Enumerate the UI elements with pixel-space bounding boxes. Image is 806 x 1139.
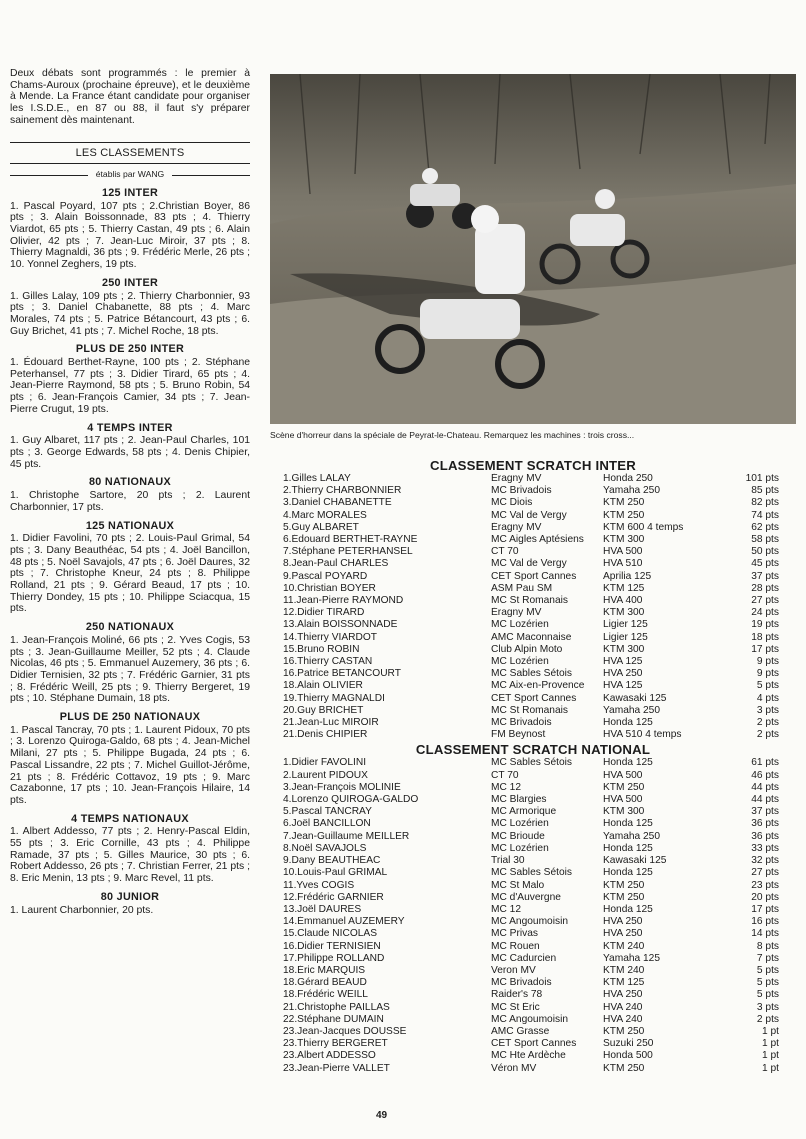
points: 1 pt bbox=[762, 1050, 779, 1062]
points: 4 pts bbox=[756, 692, 779, 704]
table-row bbox=[283, 843, 783, 855]
machine: HVA 250 bbox=[603, 928, 643, 940]
section-results: 1. Gilles Lalay, 109 pts ; 2. Thierry Charbonnier, 93 pts ; 3. Daniel Chabanette, 88 pts ; 4. Marc Morales, 74 pts ; 5. Patrice Bétancourt, 43 pts ; 6. Guy Brichet, 41 pts ; 7. Michel Roche, 18 pts. bbox=[10, 290, 250, 337]
table-row bbox=[283, 619, 783, 631]
rider-name: 7.Jean-Guillaume MEILLER bbox=[283, 830, 410, 842]
club-name: MC Sables Sétois bbox=[491, 867, 572, 879]
club-name: MC d'Auvergne bbox=[491, 891, 561, 903]
rider-name: 15.Claude NICOLAS bbox=[283, 928, 378, 940]
club-name: Éragny MV bbox=[491, 521, 542, 533]
table-row bbox=[283, 558, 783, 570]
club-name: CET Sport Cannes bbox=[491, 570, 577, 582]
points: 37 pts bbox=[751, 570, 779, 582]
points: 5 pts bbox=[756, 977, 779, 989]
classement-section bbox=[10, 892, 250, 916]
machine: HVA 250 bbox=[603, 989, 643, 1001]
points: 9 pts bbox=[756, 668, 779, 680]
table-row bbox=[283, 485, 783, 497]
rider-name: 22.Stéphane DUMAIN bbox=[283, 1013, 384, 1025]
club-name: MC 12 bbox=[491, 781, 522, 793]
rider-name: 23.Thierry BERGERET bbox=[283, 1038, 388, 1050]
section-results: 1. Didier Favolini, 70 pts ; 2. Louis-Paul Grimal, 54 pts ; 3. Dany Beauthéac, 54 pts ; 4. Joël Bancillon, 48 pts ; 5. Noël Savajols, 47 pts ; 6. Joël Daures, 32 pts ; 7. Christophe Kneur, 24 pts ; 8. Philippe Rolland, 21 pts ; 9. Gérard Beaud, 17 pts ; 10. Thierry Dondey, 15 pts ; 10. Philippe Sciacqua, 15 pts. bbox=[10, 533, 250, 615]
rider-name: 21.Denis CHIPIER bbox=[283, 729, 368, 741]
machine: KTM 250 bbox=[603, 1025, 645, 1037]
section-title: 4 TEMPS INTER bbox=[87, 421, 173, 434]
section-title: PLUS DE 250 INTER bbox=[75, 343, 185, 356]
classement-section bbox=[10, 344, 250, 415]
classements-title: LES CLASSEMENTS bbox=[75, 146, 185, 159]
table-row bbox=[283, 928, 783, 940]
classement-section bbox=[10, 477, 250, 513]
table-row bbox=[283, 546, 783, 558]
rider-name: 11.Yves COGIS bbox=[283, 879, 355, 891]
rider-name: 23.Albert ADDESSO bbox=[283, 1050, 376, 1062]
table-row bbox=[283, 916, 783, 928]
section-results: 1. Pascal Tancray, 70 pts ; 1. Laurent Pidoux, 70 pts ; 3. Lorenzo Quiroga-Galdo, 68 pts ; 4. Jean-Michel Milani, 27 pts ; 5. Philippe Bugada, 24 pts ; 6. Pascal Lissandre, 22 pts ; 7. Michel Guillot-Jérôme, 21 pts ; 8. Frédéric Cottavoz, 19 pts ; 9. Marc Cazabonne, 17 pts ; 10. Jean-François Hilaire, 14 pts. bbox=[10, 724, 250, 806]
points: 32 pts bbox=[751, 855, 779, 867]
rider-name: 13.Alain BOISSONNADE bbox=[283, 619, 398, 631]
page-number: 49 bbox=[376, 1110, 388, 1121]
section-title: PLUS DE 250 NATIONAUX bbox=[59, 711, 201, 724]
club-name: Véron MV bbox=[491, 1062, 537, 1074]
table-row bbox=[283, 941, 783, 953]
points: 82 pts bbox=[751, 497, 779, 509]
left-column bbox=[10, 68, 250, 916]
points: 5 pts bbox=[756, 680, 779, 692]
club-name: CT 70 bbox=[491, 769, 519, 781]
club-name: FM Beynost bbox=[491, 729, 546, 741]
points: 44 pts bbox=[751, 794, 779, 806]
scratch-tables bbox=[283, 459, 783, 1075]
club-name: MC 12 bbox=[491, 903, 522, 915]
rider-name: 7.Stéphane PETERHANSEL bbox=[283, 546, 413, 558]
points: 3 pts bbox=[756, 704, 779, 716]
rider-name: 6.Édouard BERTHET-RAYNE bbox=[283, 534, 418, 546]
rider-name: 17.Philippe ROLLAND bbox=[283, 952, 385, 964]
points: 37 pts bbox=[751, 806, 779, 818]
table-row bbox=[283, 794, 783, 806]
points: 33 pts bbox=[751, 842, 779, 854]
machine: Ligier 125 bbox=[603, 619, 648, 631]
rider-name: 3.Jean-François MOLINIÉ bbox=[283, 781, 401, 793]
race-photo bbox=[270, 74, 796, 424]
table-row bbox=[283, 880, 783, 892]
rider-name: 4.Lorenzo QUIROGA-GALDO bbox=[283, 794, 419, 806]
rider-name: 13.Joël DAURES bbox=[283, 903, 362, 915]
points: 23 pts bbox=[751, 879, 779, 891]
machine: KTM 250 bbox=[603, 879, 645, 891]
classement-section bbox=[10, 712, 250, 807]
table-row bbox=[283, 1050, 783, 1062]
rider-name: 21.Jean-Luc MIROIR bbox=[283, 717, 379, 729]
table-row bbox=[283, 904, 783, 916]
rider-name: 11.Jean-Pierre RAYMOND bbox=[283, 595, 404, 607]
rider-name: 2.Thierry CHARBONNIER bbox=[283, 485, 402, 497]
classement-section bbox=[10, 423, 250, 471]
machine: KTM 250 bbox=[603, 509, 645, 521]
scratch-national-title: CLASSEMENT SCRATCH NATIONAL bbox=[415, 742, 651, 758]
club-name: Veron MV bbox=[491, 964, 536, 976]
table-row bbox=[283, 680, 783, 692]
section-results: 1. Albert Addesso, 77 pts ; 2. Henry-Pascal Eldin, 55 pts ; 3. Eric Cornille, 43 pts ; 4. Philippe Ramade, 37 pts ; 5. Gilles Maurice, 30 pts ; 6. Robert Addesso, 26 pts ; 7. Christian Ferrer, 21 pts ; 8. Eric Menin, 13 pts ; 9. Marc Revel, 11 pts. bbox=[10, 826, 250, 885]
machine: KTM 250 bbox=[603, 891, 645, 903]
photo-caption: Scène d'horreur dans la spéciale de Peyrat-le-Chateau. Remarquez les machines : trois cross... bbox=[270, 430, 635, 440]
table-row bbox=[283, 757, 783, 769]
table-row bbox=[283, 770, 783, 782]
points: 45 pts bbox=[751, 558, 779, 570]
points: 9 pts bbox=[756, 656, 779, 668]
rider-name: 18.Éric MARQUIS bbox=[283, 964, 366, 976]
club-name: Éragny MV bbox=[491, 473, 542, 484]
points: 2 pts bbox=[756, 729, 779, 741]
rider-name: 14.Émmanuel AUZEMERY bbox=[283, 916, 405, 928]
machine: HVA 510 4 temps bbox=[603, 729, 682, 741]
club-name: MC St Romanais bbox=[491, 595, 568, 607]
machine: Honda 500 bbox=[603, 1050, 653, 1062]
points: 5 pts bbox=[756, 989, 779, 1001]
club-name: MC Lozérien bbox=[491, 818, 549, 830]
table-row bbox=[283, 989, 783, 1001]
rider-name: 16.Thierry CASTAN bbox=[283, 656, 373, 668]
table-row bbox=[283, 1026, 783, 1038]
club-name: MC Aix-en-Provence bbox=[491, 680, 585, 692]
club-name: Raider's 78 bbox=[491, 989, 543, 1001]
points: 2 pts bbox=[756, 717, 779, 729]
intro-paragraph: Deux débats sont programmés : le premier à Chams-Auroux (prochaine épreuve), et le deuxième à Mende. La France étant candidate pour organiser les I.S.D.E., en 87 ou 88, il faut s'y préparer sainement dès maintenant. bbox=[10, 68, 250, 126]
points: 16 pts bbox=[751, 916, 779, 928]
machine: Honda 125 bbox=[603, 818, 653, 830]
table-row bbox=[283, 632, 783, 644]
scratch-inter-table bbox=[283, 473, 783, 741]
section-title: 125 NATIONAUX bbox=[85, 519, 175, 532]
points: 50 pts bbox=[751, 546, 779, 558]
rider-name: 23.Jean-Pierre VALLET bbox=[283, 1062, 390, 1074]
rider-name: 12.Didier TIRARD bbox=[283, 607, 365, 619]
section-title: 250 INTER bbox=[101, 276, 159, 289]
points: 19 pts bbox=[751, 619, 779, 631]
points: 17 pts bbox=[751, 643, 779, 655]
table-row bbox=[283, 510, 783, 522]
machine: Kawasaki 125 bbox=[603, 855, 667, 867]
points: 3 pts bbox=[756, 1001, 779, 1013]
club-name: MC Hte Ardèche bbox=[491, 1050, 566, 1062]
table-row bbox=[283, 729, 783, 741]
rider-name: 5.Guy ALBARET bbox=[283, 521, 359, 533]
rider-name: 20.Guy BRICHET bbox=[283, 704, 364, 716]
points: 8 pts bbox=[756, 940, 779, 952]
club-name: MC Lozérien bbox=[491, 619, 549, 631]
club-name: MC Armorique bbox=[491, 806, 557, 818]
club-name: MC Lozérien bbox=[491, 842, 549, 854]
rider-name: 6.Joël BANCILLON bbox=[283, 818, 371, 830]
machine: Yamaha 125 bbox=[603, 952, 661, 964]
rider-name: 16.Patrice BETANCOURT bbox=[283, 668, 401, 680]
machine: Kawasaki 125 bbox=[603, 692, 667, 704]
table-row bbox=[283, 534, 783, 546]
points: 20 pts bbox=[751, 891, 779, 903]
machine: HVA 500 bbox=[603, 794, 643, 806]
points: 36 pts bbox=[751, 818, 779, 830]
rider-name: 9.Pascal POYARD bbox=[283, 570, 368, 582]
table-row bbox=[283, 855, 783, 867]
club-name: MC Angoumoisin bbox=[491, 916, 569, 928]
machine: Yamaha 250 bbox=[603, 485, 661, 497]
table-row bbox=[283, 522, 783, 534]
machine: KTM 300 bbox=[603, 607, 645, 619]
table-row bbox=[283, 473, 783, 485]
machine: Honda 125 bbox=[603, 717, 653, 729]
table-row bbox=[283, 497, 783, 509]
machine: KTM 125 bbox=[603, 582, 645, 594]
points: 5 pts bbox=[756, 964, 779, 976]
section-results: 1. Pascal Poyard, 107 pts ; 2.Christian Boyer, 86 pts ; 3. Alain Boissonnade, 83 pts ; 4. Thierry Viardot, 65 pts ; 5. Thierry Castan, 49 pts ; 6. Alain Olivier, 42 pts ; 7. Jean-Luc Miroir, 37 pts ; 8. Thierry Magnaldi, 36 pts ; 9. Frédéric Merle, 26 pts ; 10. Yonnel Zeghers, 19 pts. bbox=[10, 200, 250, 271]
scratch-national-table bbox=[283, 757, 783, 1074]
club-name: MC Angoumoisin bbox=[491, 1013, 569, 1025]
points: 58 pts bbox=[751, 534, 779, 546]
section-title: 250 NATIONAUX bbox=[85, 621, 175, 634]
club-name: MC Brioude bbox=[491, 830, 545, 842]
rider-name: 8.Jean-Paul CHARLES bbox=[283, 558, 389, 570]
machine: HVA 500 bbox=[603, 769, 643, 781]
table-row bbox=[283, 782, 783, 794]
table-row bbox=[283, 1002, 783, 1014]
classement-section bbox=[10, 521, 250, 616]
machine: KTM 125 bbox=[603, 977, 645, 989]
section-results: 1. Christophe Sartore, 20 pts ; 2. Laurent Charbonnier, 17 pts. bbox=[10, 490, 250, 513]
section-title: 80 NATIONAUX bbox=[89, 476, 171, 489]
points: 7 pts bbox=[756, 952, 779, 964]
points: 27 pts bbox=[751, 595, 779, 607]
points: 85 pts bbox=[751, 485, 779, 497]
table-row bbox=[283, 806, 783, 818]
club-name: MC St Éric bbox=[491, 1001, 540, 1013]
points: 44 pts bbox=[751, 781, 779, 793]
club-name: ASM Pau SM bbox=[491, 582, 553, 594]
club-name: MC St Malo bbox=[491, 879, 545, 891]
club-name: MC Diois bbox=[491, 497, 533, 509]
machine: KTM 300 bbox=[603, 643, 645, 655]
section-results: 1. Guy Albaret, 117 pts ; 2. Jean-Paul Charles, 101 pts ; 3. George Edwards, 58 pts ; 4. Denis Chipier, 45 pts. bbox=[10, 435, 250, 470]
machine: HVA 250 bbox=[603, 668, 643, 680]
table-row bbox=[283, 867, 783, 879]
club-name: CT 70 bbox=[491, 546, 519, 558]
club-name: Club Alpin Moto bbox=[491, 643, 563, 655]
rider-name: 4.Marc MORALES bbox=[283, 509, 367, 521]
club-name: MC Blargies bbox=[491, 794, 547, 806]
table-row bbox=[283, 1038, 783, 1050]
table-row bbox=[283, 892, 783, 904]
club-name: MC Cadurcien bbox=[491, 952, 557, 964]
club-name: Éragny MV bbox=[491, 607, 542, 619]
section-results: 1. Jean-François Moliné, 66 pts ; 2. Yves Cogis, 53 pts ; 3. Jean-Guillaume Meiller, 52 pts ; 4. Claude Nicolas, 46 pts ; 5. Emmanuel Auzemery, 36 pts ; 6. Didier Ternisien, 32 pts ; 7. Frédéric Garnier, 31 pts ; 8. Frédéric Weill, 25 pts ; 9. Thierry Bergeret, 19 pts ; 10. Stéphane Dumain, 18 pts. bbox=[10, 634, 250, 705]
table-row bbox=[283, 583, 783, 595]
club-name: MC Val de Vergy bbox=[491, 558, 567, 570]
machine: HVA 240 bbox=[603, 1013, 643, 1025]
machine: KTM 250 bbox=[603, 497, 645, 509]
club-name: MC Brivadois bbox=[491, 977, 552, 989]
machine: KTM 240 bbox=[603, 940, 645, 952]
club-name: MC Sables Sétois bbox=[491, 757, 572, 769]
machine: KTM 240 bbox=[603, 964, 645, 976]
club-name: MC Brivadois bbox=[491, 717, 552, 729]
machine: Honda 125 bbox=[603, 903, 653, 915]
machine: Honda 125 bbox=[603, 842, 653, 854]
points: 2 pts bbox=[756, 1013, 779, 1025]
classements-sections bbox=[10, 188, 250, 916]
machine: KTM 300 bbox=[603, 534, 645, 546]
rider-name: 21.Christophe PAILLAS bbox=[283, 1001, 390, 1013]
club-name: CET Sport Cannes bbox=[491, 1038, 577, 1050]
rider-name: 1.Gilles LALAY bbox=[283, 473, 351, 484]
rider-name: 16.Didier TERNISIEN bbox=[283, 940, 381, 952]
club-name: MC Lozérien bbox=[491, 656, 549, 668]
machine: KTM 600 4 temps bbox=[603, 521, 684, 533]
club-name: MC Privas bbox=[491, 928, 538, 940]
rider-name: 2.Laurent PIDOUX bbox=[283, 769, 368, 781]
rider-name: 18.Alain OLIVIER bbox=[283, 680, 363, 692]
rider-name: 19.Thierry MAGNALDI bbox=[283, 692, 385, 704]
points: 61 pts bbox=[751, 757, 779, 769]
table-row bbox=[283, 607, 783, 619]
points: 27 pts bbox=[751, 867, 779, 879]
points: 1 pt bbox=[762, 1038, 779, 1050]
club-name: MC Aigles Aptésiens bbox=[491, 534, 584, 546]
rider-name: 3.Daniel CHABANETTE bbox=[283, 497, 392, 509]
points: 28 pts bbox=[751, 582, 779, 594]
section-results: 1. Édouard Berthet-Rayne, 100 pts ; 2. Stéphane Peterhansel, 77 pts ; 3. Didier Tirard, 65 pts ; 4. Jean-Pierre Raymond, 58 pts ; 5. Bruno Robin, 54 pts ; 6. Jean-François Camier, 34 pts ; 7. Jean-Pierre Crugut, 19 pts. bbox=[10, 357, 250, 415]
machine: HVA 125 bbox=[603, 680, 643, 692]
classements-subtitle: établis par WANG bbox=[10, 169, 250, 181]
points: 62 pts bbox=[751, 521, 779, 533]
table-row bbox=[283, 965, 783, 977]
machine: HVA 250 bbox=[603, 916, 643, 928]
points: 14 pts bbox=[751, 928, 779, 940]
points: 46 pts bbox=[751, 769, 779, 781]
machine: HVA 500 bbox=[603, 546, 643, 558]
rider-name: 10.Louis-Paul GRIMAL bbox=[283, 867, 388, 879]
scratch-inter-title: CLASSEMENT SCRATCH INTER bbox=[429, 458, 637, 473]
table-row bbox=[283, 1063, 783, 1075]
points: 101 pts bbox=[745, 473, 779, 484]
rider-name: 9.Dany BEAUTHÉAC bbox=[283, 855, 381, 867]
machine: KTM 250 bbox=[603, 781, 645, 793]
machine: HVA 400 bbox=[603, 595, 643, 607]
classement-section bbox=[10, 188, 250, 271]
machine: KTM 250 bbox=[603, 1062, 645, 1074]
machine: Suzuki 250 bbox=[603, 1038, 654, 1050]
points: 17 pts bbox=[751, 903, 779, 915]
table-row bbox=[283, 595, 783, 607]
points: 36 pts bbox=[751, 830, 779, 842]
machine: KTM 300 bbox=[603, 806, 645, 818]
points: 74 pts bbox=[751, 509, 779, 521]
section-results: 1. Laurent Charbonnier, 20 pts. bbox=[10, 904, 154, 916]
machine: HVA 510 bbox=[603, 558, 643, 570]
club-name: MC Rouen bbox=[491, 940, 540, 952]
club-name: CET Sport Cannes bbox=[491, 692, 577, 704]
machine: Yamaha 250 bbox=[603, 704, 661, 716]
rider-name: 10.Christian BOYER bbox=[283, 582, 376, 594]
table-row bbox=[283, 656, 783, 668]
machine: Honda 125 bbox=[603, 757, 653, 769]
section-title: 125 INTER bbox=[101, 186, 159, 199]
machine: HVA 240 bbox=[603, 1001, 643, 1013]
club-name: MC Brivadois bbox=[491, 485, 552, 497]
table-row bbox=[283, 693, 783, 705]
rider-name: 15.Bruno ROBIN bbox=[283, 643, 360, 655]
rider-name: 14.Thierry VIARDOT bbox=[283, 631, 377, 643]
machine: Ligier 125 bbox=[603, 631, 648, 643]
motocross-photo-illustration bbox=[270, 74, 796, 424]
rider-name: 12.Frédéric GARNIER bbox=[283, 891, 384, 903]
table-row bbox=[283, 1014, 783, 1026]
table-row bbox=[283, 717, 783, 729]
rider-name: 8.Noël SAVAJOLS bbox=[283, 842, 367, 854]
rider-name: 1.Didier FAVOLINI bbox=[283, 757, 367, 769]
table-row bbox=[283, 705, 783, 717]
classements-header bbox=[10, 137, 250, 169]
table-row bbox=[283, 953, 783, 965]
table-row bbox=[283, 831, 783, 843]
club-name: Trial 30 bbox=[491, 855, 525, 867]
machine: Honda 250 bbox=[603, 473, 653, 484]
machine: HVA 125 bbox=[603, 656, 643, 668]
section-title: 80 JUNIOR bbox=[100, 890, 160, 903]
machine: Yamaha 250 bbox=[603, 830, 661, 842]
club-name: AMC Maconnaise bbox=[491, 631, 572, 643]
table-row bbox=[283, 644, 783, 656]
rider-name: 18.Frédéric WEILL bbox=[283, 989, 368, 1001]
club-name: AMC Grasse bbox=[491, 1025, 550, 1037]
table-row bbox=[283, 668, 783, 680]
table-row bbox=[283, 571, 783, 583]
points: 1 pt bbox=[762, 1062, 779, 1074]
club-name: MC St Romanais bbox=[491, 704, 568, 716]
classement-section bbox=[10, 278, 250, 338]
machine: Honda 125 bbox=[603, 867, 653, 879]
table-row bbox=[283, 977, 783, 989]
points: 24 pts bbox=[751, 607, 779, 619]
table-row bbox=[283, 818, 783, 830]
classement-section bbox=[10, 814, 250, 885]
club-name: MC Val de Vergy bbox=[491, 509, 567, 521]
classement-section bbox=[10, 622, 250, 705]
club-name: MC Sables Sétois bbox=[491, 668, 572, 680]
rider-name: 5.Pascal TANCRAY bbox=[283, 806, 372, 818]
rule-bottom bbox=[10, 163, 250, 164]
points: 18 pts bbox=[751, 631, 779, 643]
machine: Aprilia 125 bbox=[603, 570, 652, 582]
rider-name: 18.Gérard BEAUD bbox=[283, 977, 367, 989]
section-title: 4 TEMPS NATIONAUX bbox=[71, 812, 189, 825]
rider-name: 23.Jean-Jacques DOUSSE bbox=[283, 1025, 407, 1037]
points: 1 pt bbox=[762, 1025, 779, 1037]
